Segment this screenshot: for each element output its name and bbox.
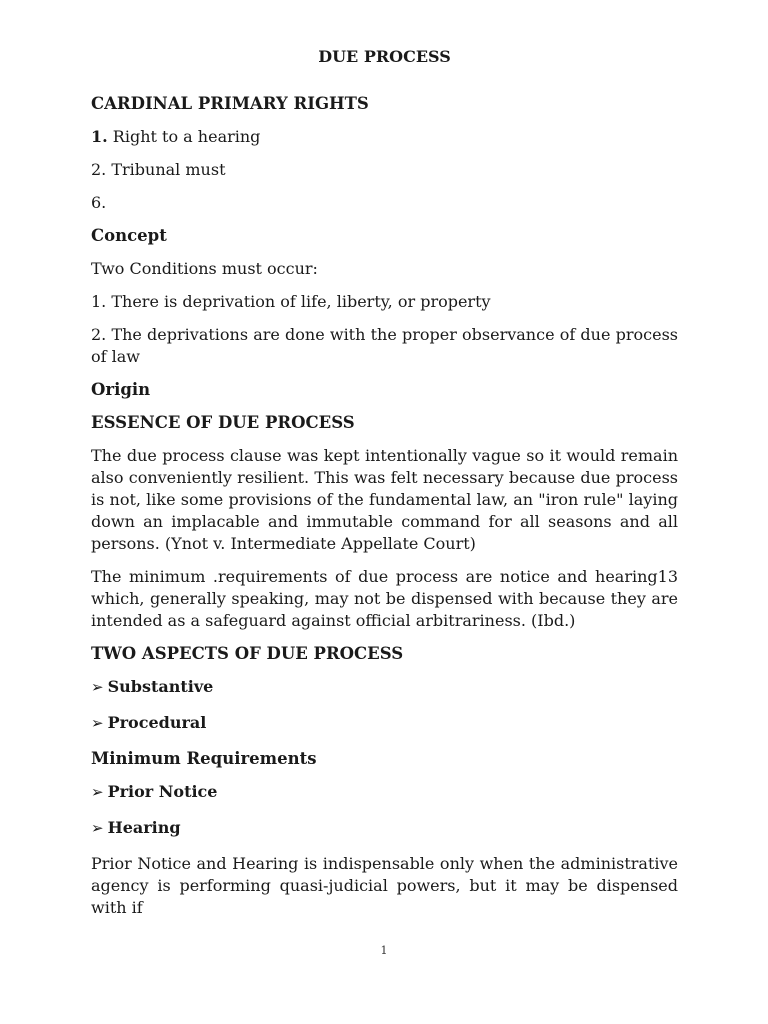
page-number: 1 — [380, 944, 388, 957]
cardinal-item-2-number: 2. — [91, 160, 107, 179]
cardinal-item-1-number: 1. — [91, 127, 108, 146]
cardinal-item-6 — [91, 192, 678, 214]
essence-heading: ESSENCE OF DUE PROCESS — [91, 413, 355, 432]
aspect-substantive — [91, 676, 678, 698]
cardinal-item-2-text: Tribunal must — [106, 160, 226, 179]
arrow-bullet-icon: ➢ — [91, 678, 104, 696]
aspect-procedural — [91, 712, 678, 734]
essence-paragraph-1: The due process clause was kept intentionally vague so it would remain also conveniently resilient. This was felt necessary because due process is not, like some provisions of the fundamental law, an "iron rule" laying down an implacable and immutable command for all seasons and all persons. (Ynot v. Intermediate Appellate Court) — [91, 446, 678, 553]
concept-heading: Concept — [91, 226, 167, 245]
concept-item-1: 1. There is deprivation of life, liberty, or property — [91, 292, 491, 311]
requirement-hearing-label: Hearing — [107, 818, 181, 837]
aspects-heading: TWO ASPECTS OF DUE PROCESS — [91, 644, 404, 663]
aspect-substantive-label: Substantive — [107, 677, 214, 696]
arrow-bullet-icon: ➢ — [91, 714, 104, 732]
requirement-hearing — [91, 817, 678, 839]
requirement-prior-notice — [91, 781, 678, 803]
document-title: DUE PROCESS — [318, 47, 451, 66]
cardinal-item-1 — [91, 126, 678, 148]
closing-paragraph: Prior Notice and Hearing is indispensable only when the administrative agency is performing quasi-judicial powers, but it may be dispensed with if — [91, 854, 678, 917]
cardinal-item-1-text: Right to a hearing — [107, 127, 261, 146]
essence-paragraph-2: The minimum .requirements of due process are notice and hearing13 which, generally speaking, may not be dispensed with because they are intended as a safeguard against official arbitrariness. (Ibd.) — [91, 567, 678, 630]
arrow-bullet-icon: ➢ — [91, 783, 104, 801]
minimum-requirements-heading: Minimum Requirements — [91, 749, 317, 768]
concept-intro: Two Conditions must occur: — [91, 259, 318, 278]
cardinal-item-6-number: 6. — [91, 193, 107, 212]
document-page — [91, 46, 678, 930]
arrow-bullet-icon: ➢ — [91, 819, 104, 837]
concept-item-2: 2. The deprivations are done with the proper observance of due process of law — [91, 325, 678, 366]
cardinal-item-2 — [91, 159, 678, 181]
requirement-prior-notice-label: Prior Notice — [107, 782, 218, 801]
aspect-procedural-label: Procedural — [107, 713, 207, 732]
origin-heading: Origin — [91, 380, 151, 399]
cardinal-rights-heading: CARDINAL PRIMARY RIGHTS — [91, 94, 369, 113]
